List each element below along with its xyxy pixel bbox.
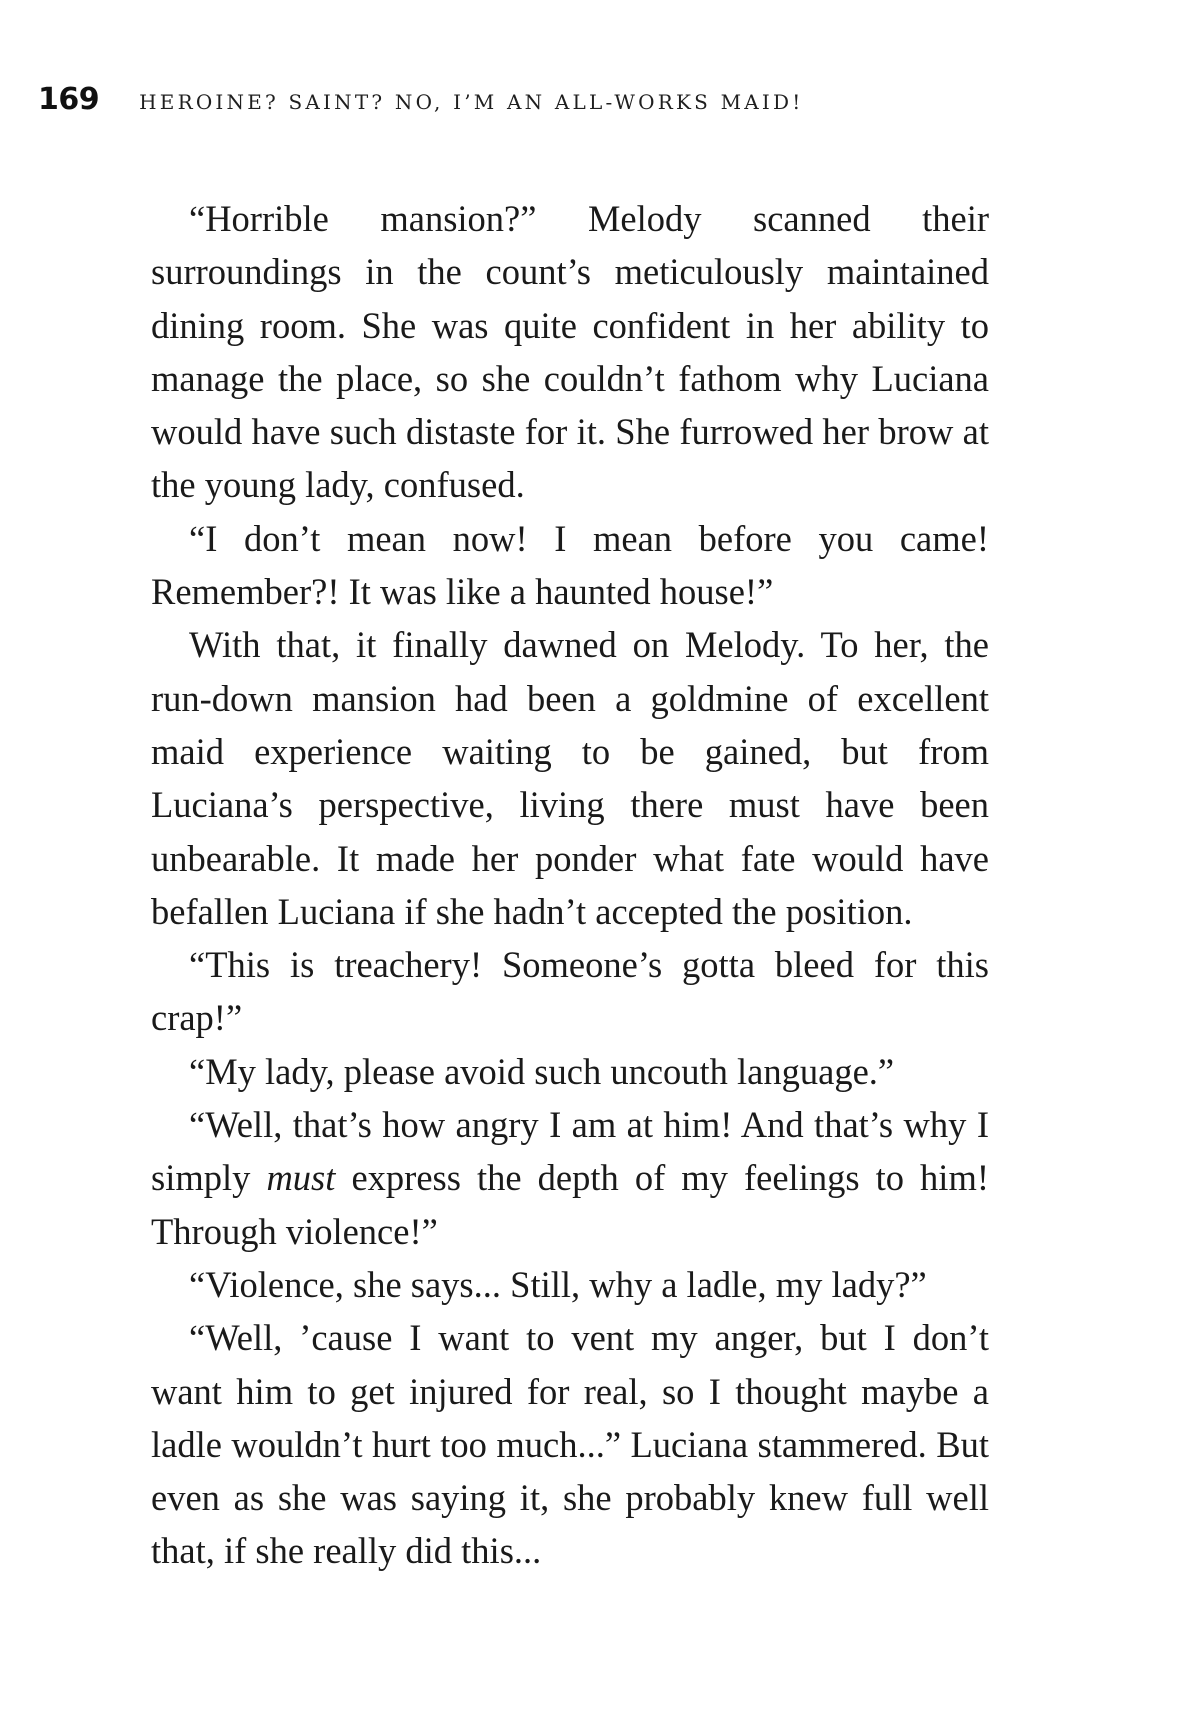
paragraph-dont-mean-now: “I don’t mean now! I mean before you came! Remember?! It was like a haunted house!” xyxy=(151,517,989,613)
paragraph-angry-text-after: express the depth of my feelings to him! Through violence!” xyxy=(151,1157,989,1252)
book-title: HEROINE? SAINT? NO, I’M AN ALL-WORKS MAID! xyxy=(139,90,804,114)
paragraph-angry-at-him xyxy=(151,1098,989,1258)
paragraph-violence-she-says: “Violence, she says... Still, why a ladle, my lady?” xyxy=(189,1263,927,1305)
page-number: 169 xyxy=(38,82,100,117)
paragraph-finally-dawned: With that, it finally dawned on Melody. To her, the run-down mansion had been a goldmine of excellent maid experience waiting to be gained, but from Luciana’s perspective, living there must have been unbearable. It made her ponder what fate would have befallen Luciana if she hadn’t accepted the position. xyxy=(151,624,989,932)
paragraph-horrible-mansion: “Horrible mansion?” Melody scanned their surroundings in the count’s meticulously maintained dining room. She was quite confident in her ability to manage the place, so she couldn’t fathom why Luciana would have such distaste for it. She furrowed her brow at the young lady, confused. xyxy=(151,198,989,506)
paragraph-uncouth-language: “My lady, please avoid such uncouth language.” xyxy=(189,1050,895,1092)
running-header xyxy=(38,82,1038,122)
paragraph-treachery: “This is treachery! Someone’s gotta bleed for this crap!” xyxy=(151,944,989,1039)
paragraph-angry-text-before: “Well, that’s how angry I am at him! And that’s why I simply xyxy=(151,1104,989,1199)
emphasized-word: must xyxy=(266,1157,336,1199)
paragraph-vent-anger: “Well, ’cause I want to vent my anger, but I don’t want him to get injured for real, so I thought maybe a ladle wouldn’t hurt too much...” Luciana stammered. But even as she was saying it, she probably knew full well that, if she really did this... xyxy=(151,1317,989,1572)
body-text xyxy=(151,192,989,1578)
